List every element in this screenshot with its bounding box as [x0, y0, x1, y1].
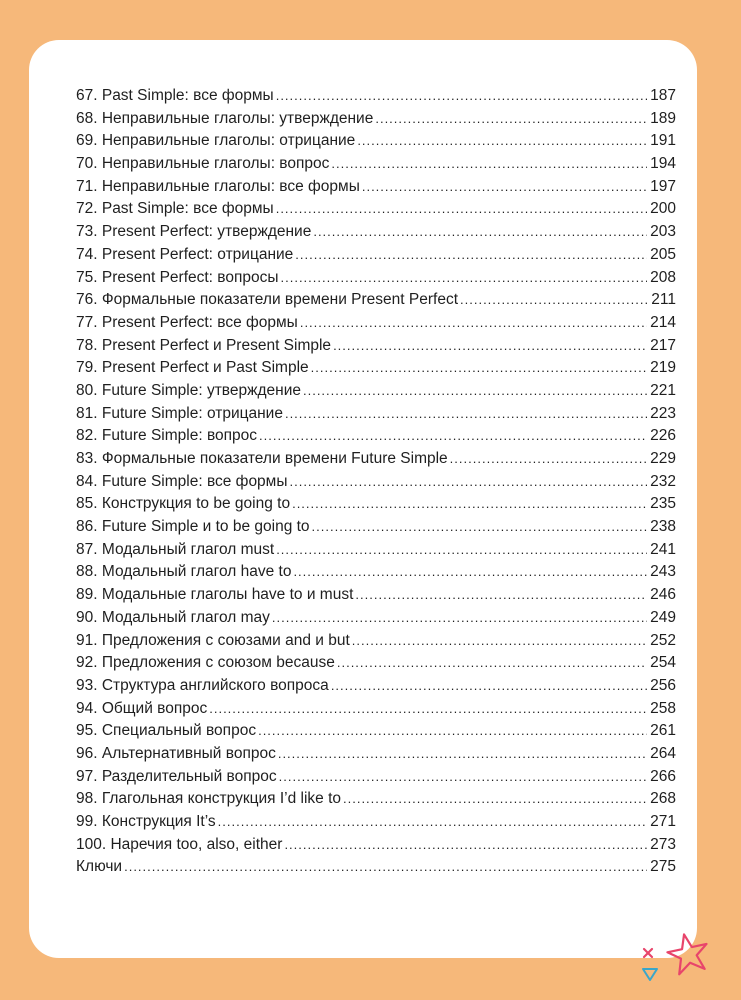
toc-entry-title: 89. Модальные глаголы have to и must: [76, 586, 354, 604]
toc-entry-page-number: 229: [650, 450, 676, 467]
toc-entry-page-number: 258: [650, 699, 676, 717]
toc-entry-title: 72. Past Simple: все формы: [76, 200, 274, 218]
dot-leader: [272, 610, 647, 625]
toc-entry: [76, 745, 676, 768]
toc-entry-title: 90. Модальный глагол may: [76, 608, 270, 626]
dot-leader: [295, 247, 647, 262]
toc-entry: [76, 155, 676, 178]
toc-entry-title: 92. Предложения с союзом because: [76, 654, 335, 672]
dot-leader: [375, 111, 647, 126]
toc-entry-title: 99. Конструкция It’s: [76, 813, 216, 830]
dot-leader: [258, 723, 647, 738]
toc-entry: [76, 813, 676, 836]
toc-entry-page-number: 208: [650, 268, 676, 286]
toc-entry-title: 78. Present Perfect и Present Simple: [76, 336, 332, 354]
dot-leader: [218, 814, 647, 829]
toc-entry-page-number: 226: [650, 427, 676, 445]
toc-entry-title: 95. Специальный вопрос: [76, 722, 257, 740]
toc-entry-title: 67. Past Simple: все формы: [76, 87, 274, 104]
toc-entry: [76, 609, 676, 632]
toc-entry: [76, 768, 676, 791]
toc-entry-page-number: 194: [650, 155, 676, 173]
dot-leader: [331, 678, 647, 693]
dot-leader: [278, 746, 647, 761]
dot-leader: [293, 564, 647, 579]
toc-entry-page-number: 197: [650, 177, 676, 195]
dot-leader: [357, 133, 647, 148]
toc-entry-title: 84. Future Simple: все формы: [76, 472, 288, 490]
toc-entry: [76, 359, 676, 382]
toc-entry-title: 77. Present Perfect: все формы: [76, 313, 298, 331]
toc-entry-title: 82. Future Simple: вопрос: [76, 427, 258, 445]
toc-entry-title: Ключи: [76, 858, 123, 876]
toc-entry: [76, 858, 676, 881]
toc-entry-title: 100. Наречия too, also, either: [76, 835, 283, 853]
dot-leader: [281, 270, 648, 285]
toc-entry: [76, 200, 676, 223]
dot-leader: [311, 360, 647, 375]
toc-entry-page-number: 191: [650, 132, 676, 150]
toc-entry-page-number: 261: [650, 722, 676, 740]
toc-entry-page-number: 241: [650, 540, 676, 558]
dot-leader: [313, 224, 647, 239]
toc-entry: [76, 586, 676, 609]
toc-entry-page-number: 243: [650, 563, 676, 581]
toc-entry-page-number: 256: [650, 676, 676, 694]
toc-entry-page-number: 252: [650, 631, 676, 649]
star-icon: [664, 930, 711, 975]
toc-entry: [76, 314, 676, 337]
toc-entry-title: 80. Future Simple: утверждение: [76, 381, 301, 399]
dot-leader: [300, 315, 647, 330]
dot-leader: [337, 655, 647, 670]
toc-entry: [76, 790, 676, 813]
toc-entry: [76, 473, 676, 496]
toc-entry-page-number: 254: [650, 654, 676, 672]
dot-leader: [460, 292, 648, 307]
triangle-icon: [643, 969, 657, 980]
toc-entry-page-number: 238: [650, 518, 676, 536]
toc-entry-page-number: 219: [650, 359, 676, 377]
toc-entry: [76, 541, 676, 564]
toc-entry: [76, 269, 676, 292]
toc-entry: [76, 291, 676, 314]
toc-entry-title: 96. Альтернативный вопрос: [76, 744, 276, 762]
toc-entry-page-number: 187: [650, 87, 676, 104]
toc-entry-title: 74. Present Perfect: отрицание: [76, 245, 294, 263]
dot-leader: [124, 859, 647, 874]
toc-entry: [76, 495, 676, 518]
toc-entry-title: 75. Present Perfect: вопросы: [76, 268, 279, 286]
toc-entry-page-number: 273: [650, 835, 676, 853]
toc-entry-page-number: 221: [650, 381, 676, 399]
toc-entry-page-number: 246: [650, 586, 676, 604]
toc-entry: [76, 450, 676, 473]
toc-entry: [76, 246, 676, 269]
toc-entry-page-number: 205: [650, 245, 676, 263]
toc-entry-page-number: 264: [650, 744, 676, 762]
toc-entry-title: 97. Разделительный вопрос: [76, 767, 277, 785]
dot-leader: [279, 769, 648, 784]
toc-entry: [76, 700, 676, 723]
toc-entry-page-number: 203: [650, 223, 676, 241]
toc-entry: [76, 722, 676, 745]
toc-entry: [76, 405, 676, 428]
toc-entry-page-number: 268: [650, 790, 676, 808]
dot-leader: [276, 201, 647, 216]
dot-leader: [450, 451, 647, 466]
toc-entry: [76, 223, 676, 246]
page-card: [29, 40, 697, 958]
dot-leader: [303, 383, 647, 398]
toc-entry-title: 83. Формальные показатели времени Future Simple: [76, 450, 448, 467]
toc-entry: [76, 110, 676, 133]
toc-entry-title: 91. Предложения с союзами and и but: [76, 631, 350, 649]
toc-entry: [76, 132, 676, 155]
toc-entry-page-number: 223: [650, 404, 676, 422]
toc-entry-title: 93. Структура английского вопроса: [76, 676, 329, 694]
toc-entry: [76, 178, 676, 201]
toc-entry-page-number: 235: [650, 495, 676, 513]
toc-entry: [76, 518, 676, 541]
toc-entry-title: 88. Модальный глагол have to: [76, 563, 292, 581]
dot-leader: [259, 428, 647, 443]
toc-entry-title: 87. Модальный глагол must: [76, 540, 275, 558]
toc-entry: [76, 654, 676, 677]
toc-entry-page-number: 200: [650, 200, 676, 218]
toc-entry: [76, 836, 676, 859]
toc-entry-title: 81. Future Simple: отрицание: [76, 404, 283, 422]
dot-leader: [352, 633, 647, 648]
toc-entry-page-number: 266: [650, 767, 676, 785]
table-of-contents: [76, 87, 676, 881]
toc-entry-title: 76. Формальные показатели времени Present Perfect: [76, 291, 459, 309]
dot-leader: [331, 156, 647, 171]
toc-entry: [76, 427, 676, 450]
toc-entry-page-number: 211: [651, 291, 676, 309]
toc-entry: [76, 87, 676, 110]
cross-icon: [644, 949, 652, 957]
toc-entry-page-number: 217: [650, 336, 676, 354]
dot-leader: [333, 338, 647, 353]
dot-leader: [276, 88, 647, 103]
toc-entry-title: 79. Present Perfect и Past Simple: [76, 359, 309, 377]
toc-entry: [76, 382, 676, 405]
dot-leader: [285, 406, 647, 421]
toc-entry-page-number: 249: [650, 608, 676, 626]
toc-entry-title: 69. Неправильные глаголы: отрицание: [76, 132, 356, 150]
dot-leader: [355, 587, 647, 602]
toc-entry-title: 73. Present Perfect: утверждение: [76, 223, 312, 241]
dot-leader: [362, 179, 647, 194]
dot-leader: [276, 542, 647, 557]
dot-leader: [209, 701, 647, 716]
dot-leader: [289, 474, 647, 489]
toc-entry-page-number: 214: [650, 313, 676, 331]
toc-entry-title: 70. Неправильные глаголы: вопрос: [76, 155, 330, 173]
dot-leader: [312, 519, 648, 534]
toc-entry: [76, 337, 676, 360]
toc-entry-page-number: 275: [650, 858, 676, 876]
toc-entry-page-number: 232: [650, 472, 676, 490]
dot-leader: [343, 791, 647, 806]
toc-entry-title: 85. Конструкция to be going to: [76, 495, 291, 513]
toc-entry-title: 86. Future Simple и to be going to: [76, 518, 310, 536]
toc-entry-page-number: 189: [650, 109, 676, 127]
toc-entry: [76, 632, 676, 655]
toc-entry-title: 68. Неправильные глаголы: утверждение: [76, 109, 374, 127]
dot-leader: [284, 837, 647, 852]
toc-entry-title: 98. Глагольная конструкция I’d like to: [76, 790, 341, 808]
toc-entry: [76, 563, 676, 586]
toc-entry-title: 94. Общий вопрос: [76, 699, 208, 717]
decoration-group: [633, 928, 723, 988]
toc-entry-title: 71. Неправильные глаголы: все формы: [76, 177, 360, 195]
toc-entry-page-number: 271: [650, 813, 676, 830]
toc-entry: [76, 677, 676, 700]
dot-leader: [292, 496, 647, 511]
